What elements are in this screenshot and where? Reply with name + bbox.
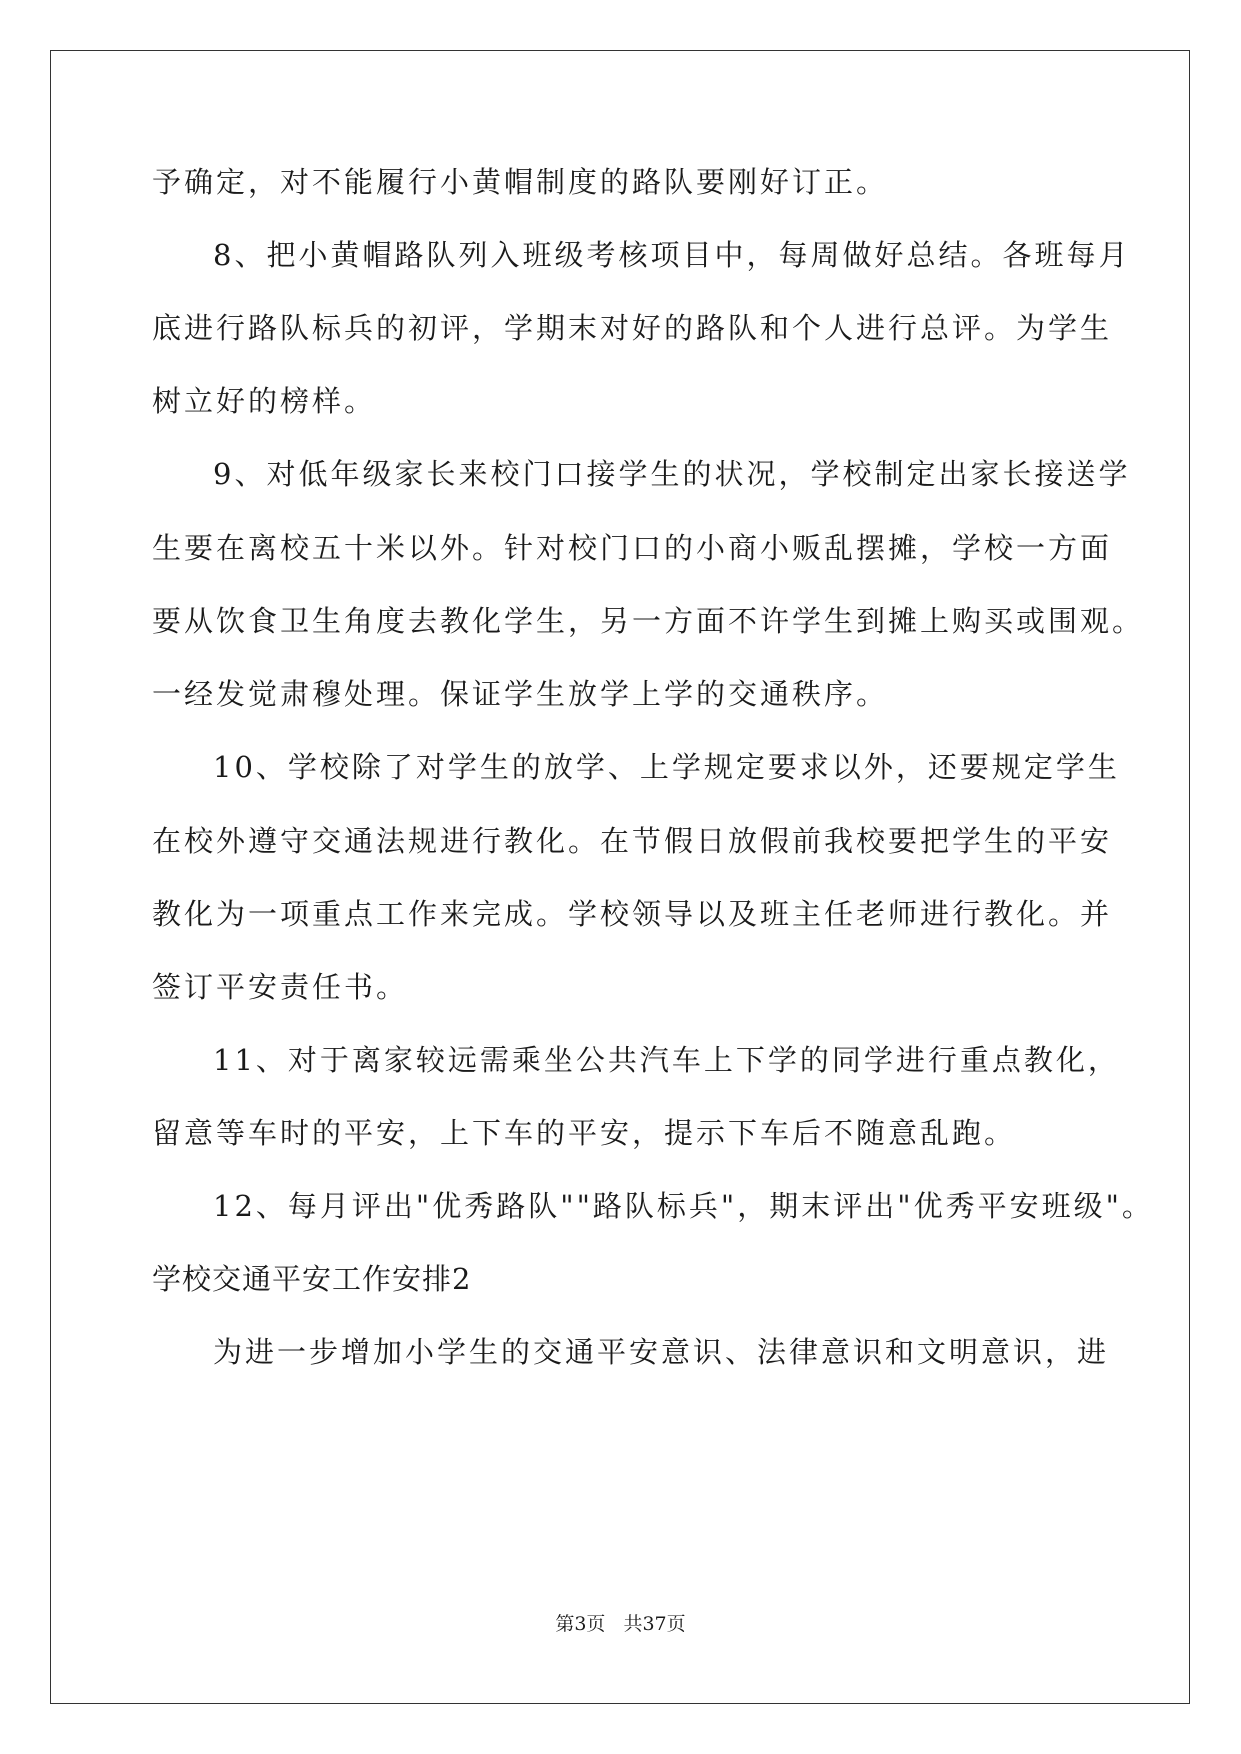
paragraph-line: 要从饮食卫生角度去教化学生，另一方面不许学生到摊上购买或围观。 [152,604,1145,638]
page-frame [50,50,1190,1704]
paragraph-line: 在校外遵守交通法规进行教化。在节假日放假前我校要把学生的平安 [152,824,1113,858]
paragraph-line: 8、把小黄帽路队列入班级考核项目中，每周做好总结。各班每月 [213,238,1131,272]
page-footer [0,1611,1241,1637]
page-total: 共37页 [623,1613,686,1635]
paragraph-line: 教化为一项重点工作来完成。学校领导以及班主任老师进行教化。并 [152,897,1113,931]
paragraph-line: 留意等车时的平安，上下车的平安，提示下车后不随意乱跑。 [152,1116,1017,1150]
paragraph-line: 签订平安责任书。 [152,970,409,1004]
paragraph-line: 予确定，对不能履行小黄帽制度的路队要刚好订正。 [152,165,889,199]
paragraph-line: 11、对于离家较远需乘坐公共汽车上下学的同学进行重点教化， [213,1043,1120,1077]
page-number: 第3页 [555,1613,606,1635]
paragraph-line: 为进一步增加小学生的交通平安意识、法律意识和文明意识，进 [213,1335,1110,1369]
paragraph-line: 一经发觉肃穆处理。保证学生放学上学的交通秩序。 [152,677,889,711]
paragraph-line: 生要在离校五十米以外。针对校门口的小商小贩乱摆摊，学校一方面 [152,531,1113,565]
paragraph-line: 9、对低年级家长来校门口接学生的状况，学校制定出家长接送学 [213,457,1131,491]
paragraph-line: 10、学校除了对学生的放学、上学规定要求以外，还要规定学生 [213,750,1120,784]
paragraph-line: 12、每月评出"优秀路队""路队标兵"，期末评出"优秀平安班级"。 [213,1189,1154,1223]
paragraph-line: 树立好的榜样。 [152,384,377,418]
section-heading: 学校交通平安工作安排2 [152,1262,472,1296]
paragraph-line: 底进行路队标兵的初评，学期末对好的路队和个人进行总评。为学生 [152,311,1113,345]
